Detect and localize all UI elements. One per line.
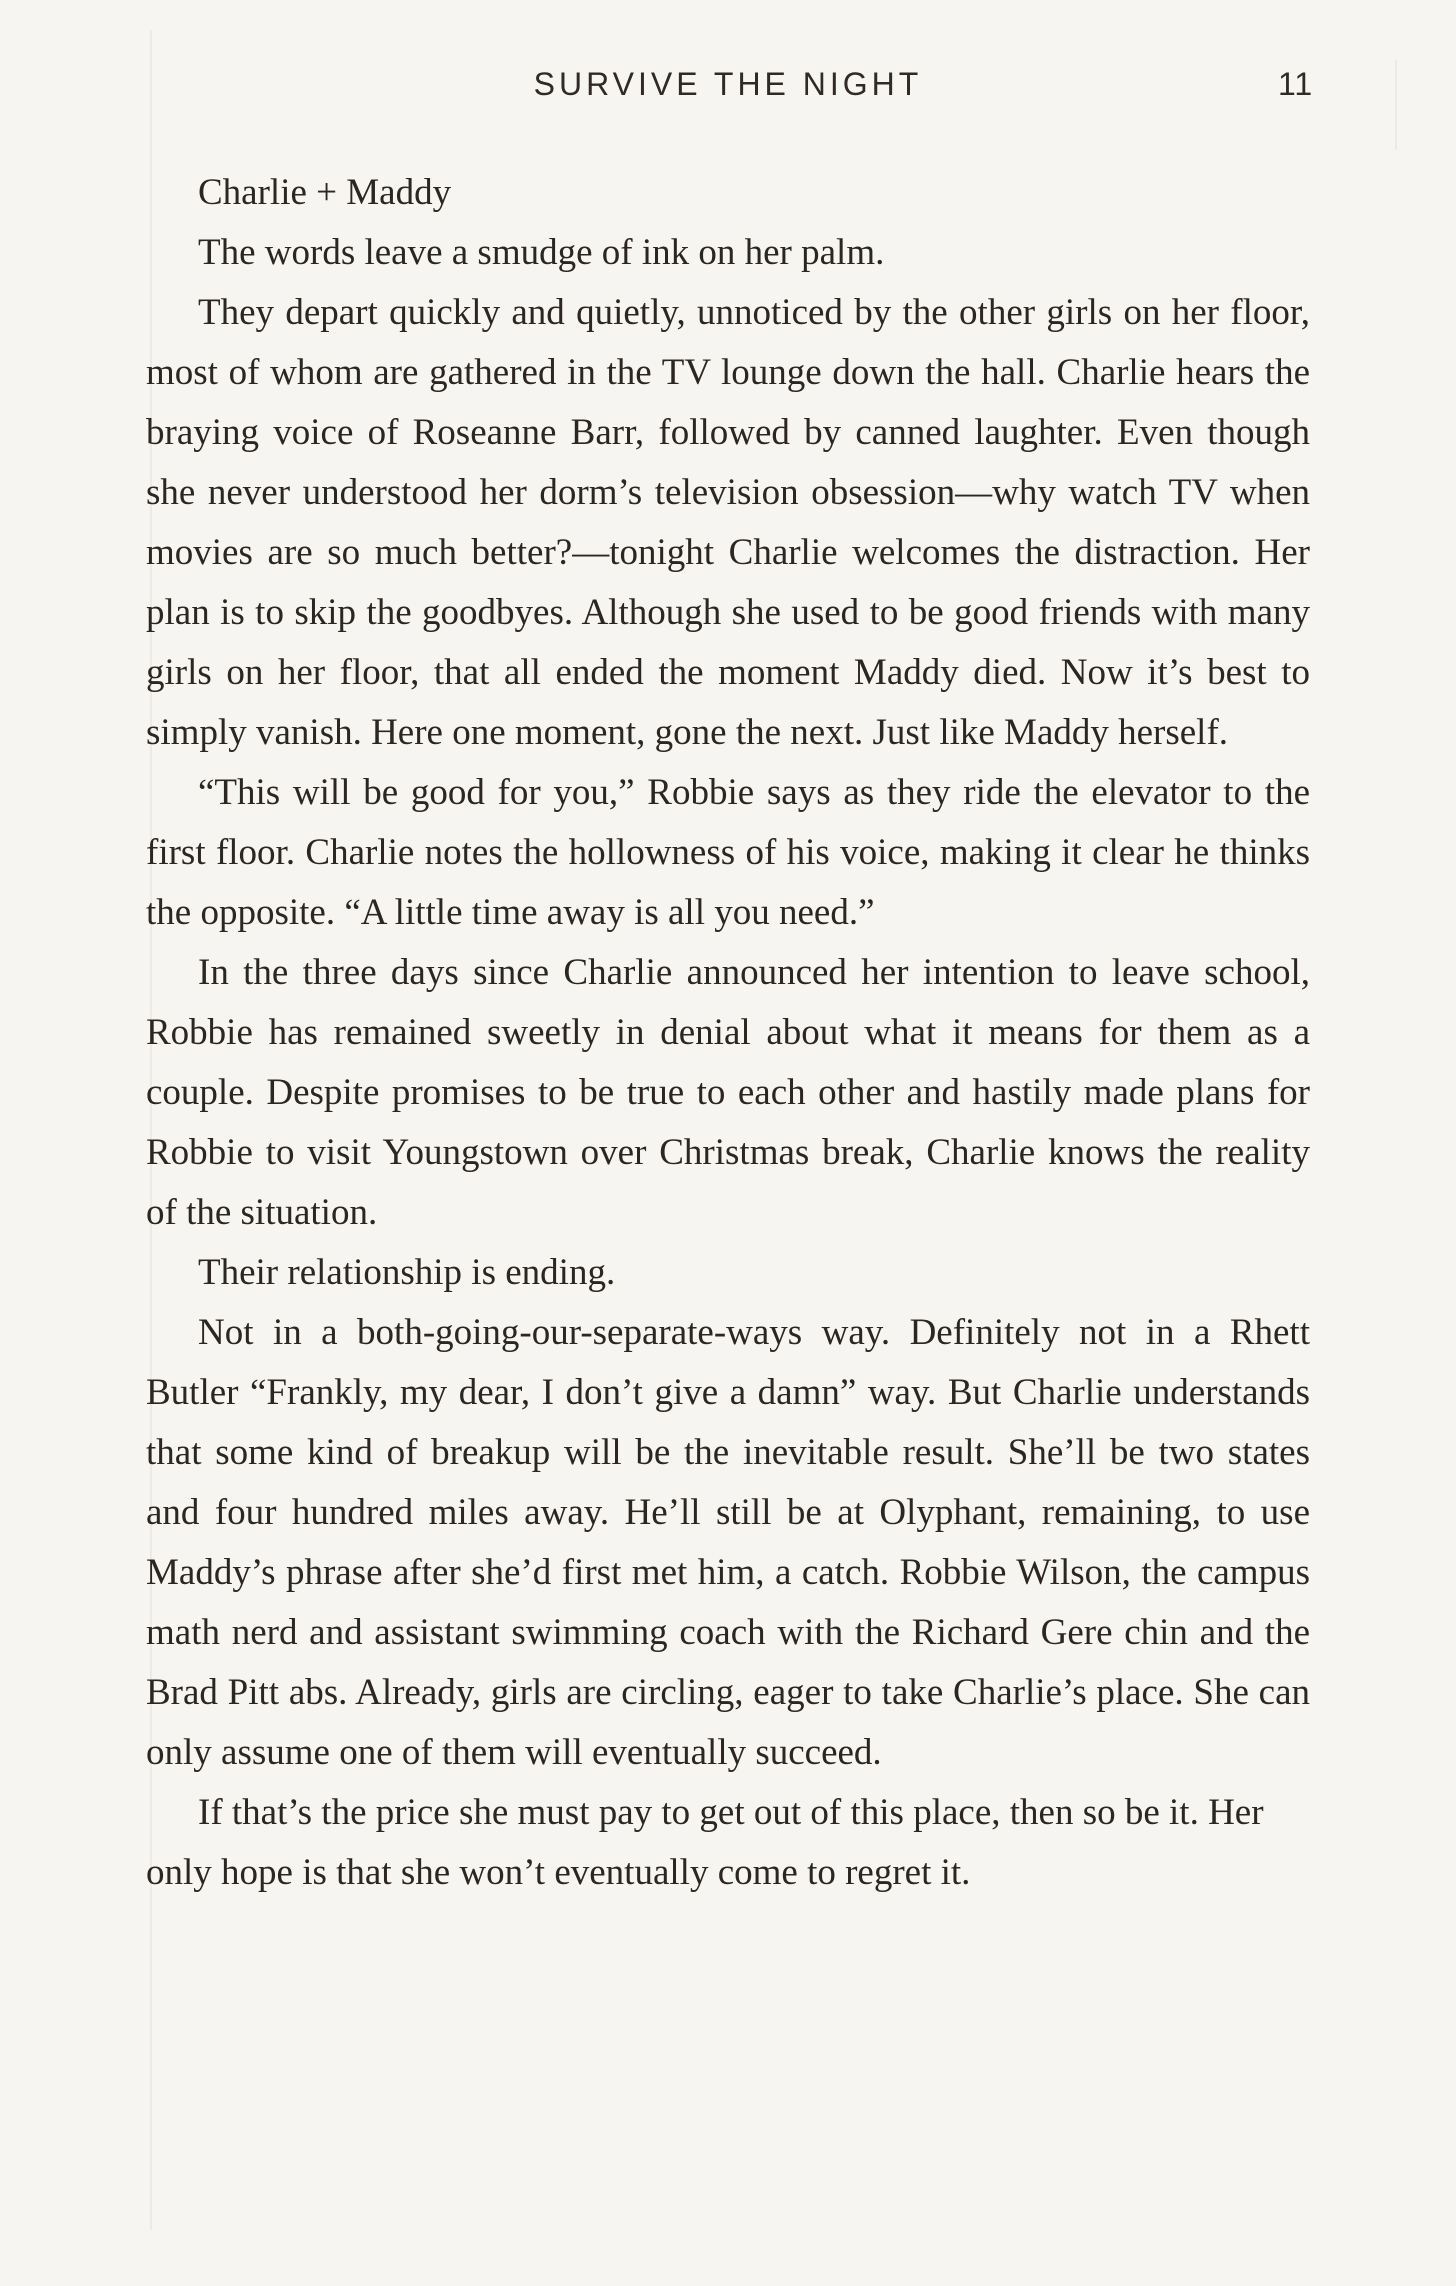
paragraph: Charlie + Maddy xyxy=(198,172,452,213)
running-title: SURVIVE THE NIGHT xyxy=(533,66,923,102)
paragraph: “This will be good for you,” Robbie says as they ride the elevator to the first floor. Charlie notes the hollowness of his voice, making it clear he thinks the opposite. “A little time away is all you need.” xyxy=(146,772,1310,933)
paragraph: If that’s the price she must pay to get out of this place, then so be it. Her only hope is that she won’t eventually come to regret it. xyxy=(146,1792,1264,1893)
paragraph: In the three days since Charlie announced her intention to leave school, Robbie has remained sweetly in denial about what it means for them as a couple. Despite promises to be true to each other and hastily made plans for Robbie to visit Youngstown over Christmas break, Charlie knows the reality of the situation. xyxy=(146,952,1310,1233)
paragraph: They depart quickly and quietly, unnoticed by the other girls on her floor, most of whom are gathered in the TV lounge down the hall. Charlie hears the braying voice of Roseanne Barr, followed by canned laughter. Even though she never understood her dorm’s television obsession—why watch TV when movies are so much better?—tonight Charlie welcomes the distraction. Her plan is to skip the goodbyes. Although she used to be good friends with many girls on her floor, that all ended the moment Maddy died. Now it’s best to simply vanish. Here one moment, gone the next. Just like Maddy herself. xyxy=(146,292,1310,753)
body-text xyxy=(146,163,1310,1903)
page-number: 11 xyxy=(1278,66,1314,102)
running-header xyxy=(0,66,1456,110)
paragraph: Their relationship is ending. xyxy=(198,1252,616,1293)
paragraph: The words leave a smudge of ink on her palm. xyxy=(198,232,885,273)
paragraph: Not in a both-going-our-separate-ways way. Definitely not in a Rhett Butler “Frankly, my dear, I don’t give a damn” way. But Charlie understands that some kind of breakup will be the inevitable result. She’ll be two states and four hundred miles away. He’ll still be at Olyphant, remaining, to use Maddy’s phrase after she’d first met him, a catch. Robbie Wilson, the campus math nerd and assistant swimming coach with the Richard Gere chin and the Brad Pitt abs. Already, girls are circling, eager to take Charlie’s place. She can only assume one of them will eventually succeed. xyxy=(146,1312,1310,1773)
